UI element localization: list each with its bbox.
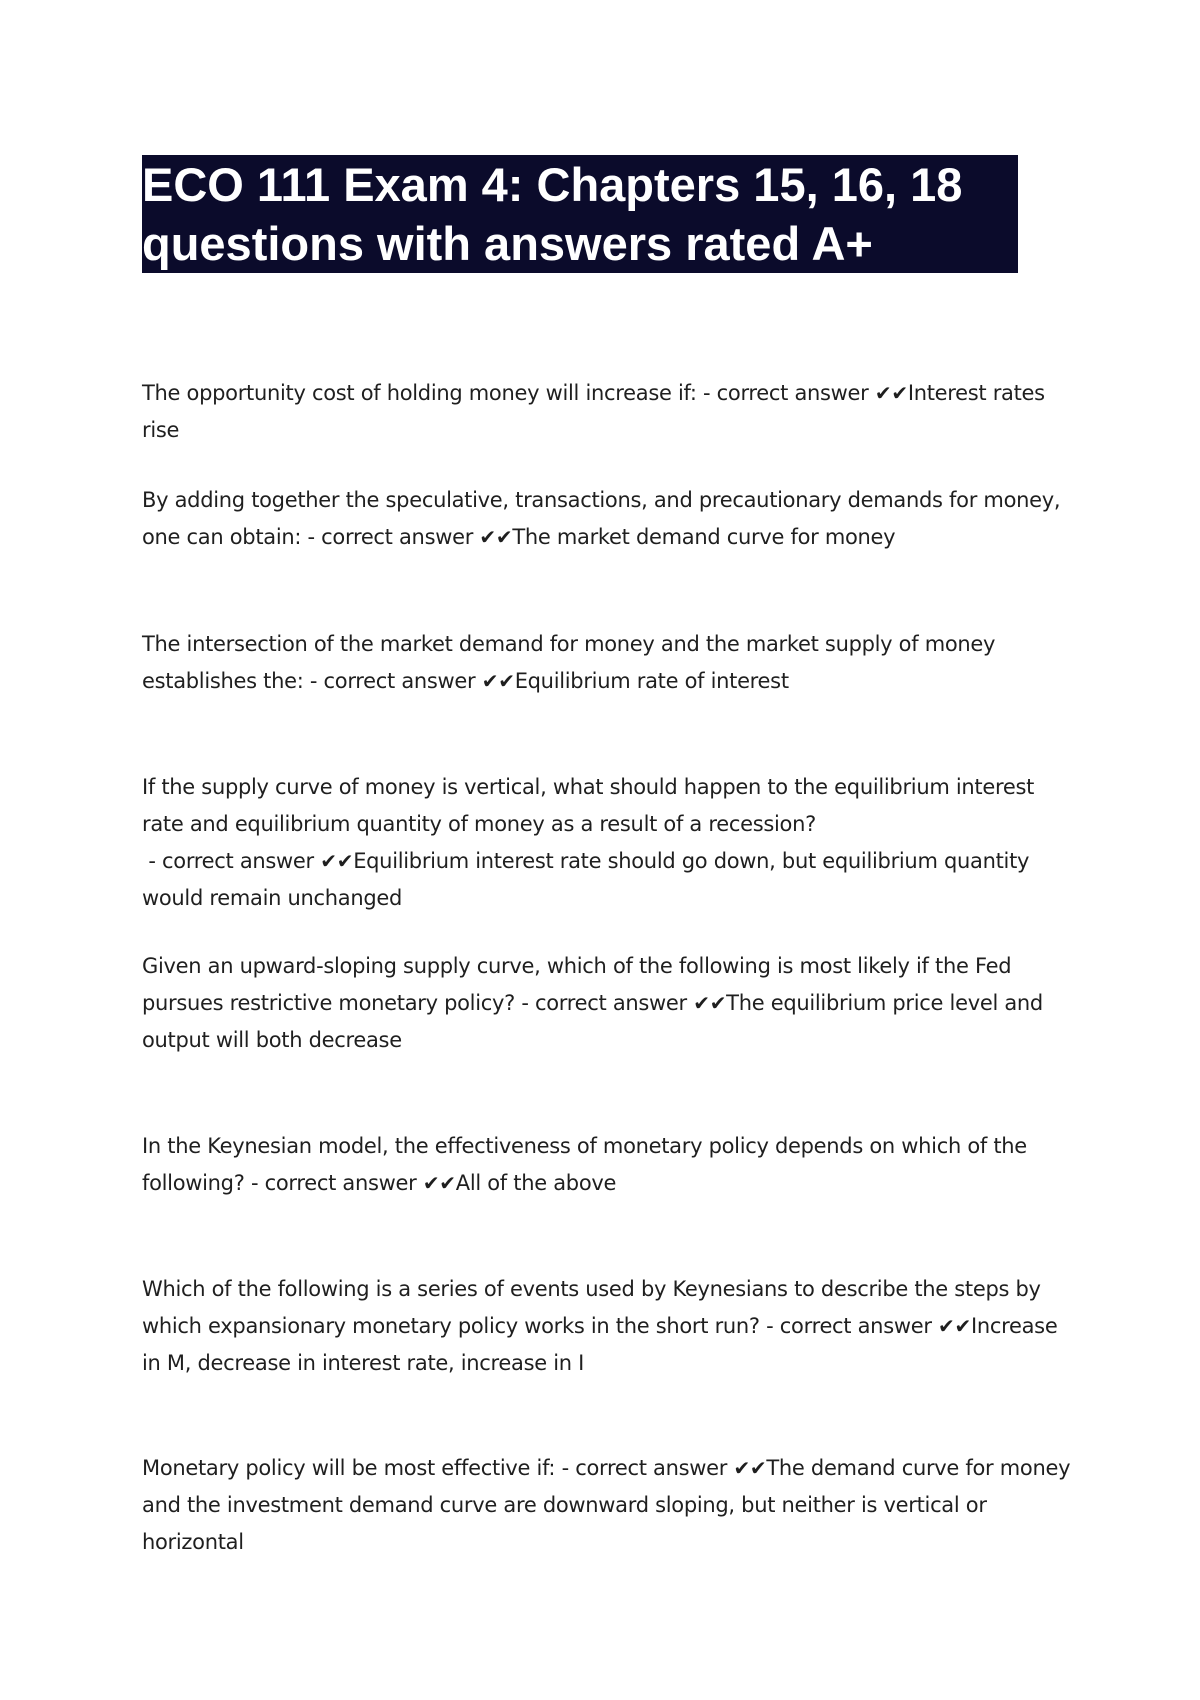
title-line-1: ECO 111 Exam 4: Chapters 15, 16, 18 — [142, 158, 963, 211]
answer-marker: - correct answer — [244, 1171, 423, 1195]
double-check-icon: ✔✔ — [938, 1314, 971, 1338]
double-check-icon: ✔✔ — [479, 525, 513, 549]
answer-text: The demand curve for money and the investment demand curve are downward sloping, but neither is vertical or horizontal — [142, 1456, 1071, 1554]
qa-item-5 — [142, 948, 1072, 1059]
double-check-icon: ✔✔ — [320, 849, 354, 873]
qa-item-7 — [142, 1271, 1072, 1382]
double-check-icon: ✔✔ — [481, 669, 515, 693]
answer-text: Interest rates rise — [142, 381, 1045, 442]
question-text: Which of the following is a series of events used by Keynesians to describe the steps by which expansionary monetary policy works in the short run? — [142, 1277, 1041, 1338]
double-check-icon: ✔✔ — [733, 1456, 767, 1480]
answer-marker: - correct answer — [514, 991, 694, 1015]
answer-text: All of the above — [455, 1171, 617, 1195]
question-text: In the Keynesian model, the effectiveness of monetary policy depends on which of the following? — [142, 1134, 1027, 1195]
question-text: The intersection of the market demand for money and the market supply of money establishes the: — [142, 632, 996, 693]
qa-item-8 — [142, 1450, 1072, 1561]
answer-marker: - correct answer — [555, 1456, 734, 1480]
question-text: By adding together the speculative, transactions, and precautionary demands for money, one can obtain: — [142, 488, 1061, 549]
qa-item-6 — [142, 1128, 1072, 1202]
double-check-icon: ✔✔ — [693, 991, 727, 1015]
question-text: Given an upward-sloping supply curve, which of the following is most likely if the Fed pursues restrictive monetary policy? — [142, 954, 1012, 1015]
answer-marker: - correct answer — [142, 849, 321, 873]
answer-text: Equilibrium rate of interest — [514, 669, 789, 693]
answer-marker: - correct answer — [301, 525, 480, 549]
answer-text: Increase in M, decrease in interest rate, increase in I — [142, 1314, 1058, 1375]
answer-text: Equilibrium interest rate should go down, but equilibrium quantity would remain unchanged — [142, 849, 1030, 910]
question-text: The opportunity cost of holding money will increase if: — [142, 381, 697, 405]
double-check-icon: ✔✔ — [422, 1171, 456, 1195]
answer-marker: - correct answer — [759, 1314, 939, 1338]
answer-marker: - correct answer — [696, 381, 875, 405]
double-check-icon: ✔✔ — [874, 381, 908, 405]
question-text: If the supply curve of money is vertical, what should happen to the equilibrium interest rate and equilibrium quantity of money as a result of a recession? — [142, 775, 1035, 836]
qa-item-2 — [142, 482, 1072, 556]
qa-item-4 — [142, 769, 1072, 917]
qa-item-1 — [142, 375, 1072, 449]
title-line-2: questions with answers rated A+ — [142, 217, 873, 270]
answer-text: The market demand curve for money — [512, 525, 896, 549]
answer-marker: - correct answer — [303, 669, 482, 693]
answer-text: The equilibrium price level and output will both decrease — [142, 991, 1043, 1052]
question-text: Monetary policy will be most effective if: — [142, 1456, 556, 1480]
qa-item-3 — [142, 626, 1072, 700]
document-title — [142, 155, 1018, 273]
